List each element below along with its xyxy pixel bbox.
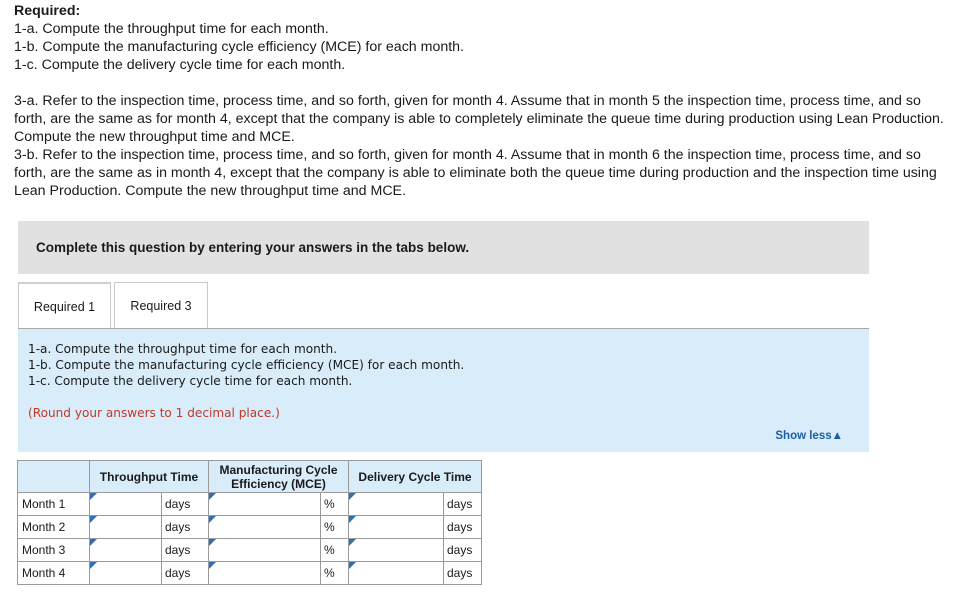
row-label-month-2: Month 2 <box>18 516 90 539</box>
mce-input-month-1[interactable] <box>209 493 321 516</box>
required-item-1a: 1-a. Compute the throughput time for each month. <box>14 21 329 37</box>
throughput-field-month-2[interactable] <box>90 516 161 538</box>
row-label-month-3: Month 3 <box>18 539 90 562</box>
panel-line-1a: 1-a. Compute the throughput time for each month. <box>28 342 338 356</box>
required-paragraph-3a: 3-a. Refer to the inspection time, process time, and so forth, given for month 4. Assume that in month 5 the inspection time, process time, and so forth, are the same as for month 4, except that the company is able to completely eliminate the queue time during production using Lean Production. Compute the new throughput time and MCE. <box>14 93 944 145</box>
required-paragraph-3b: 3-b. Refer to the inspection time, process time, and so forth, given for month 4. Assume that in month 6 the inspection time, process time, and so forth, are the same as in month 4, except that the company is able to eliminate both the queue time during production and the inspection time using Lean Production. Compute the new throughput time and MCE. <box>14 147 937 199</box>
unit-percent: % <box>321 539 349 562</box>
throughput-input-month-1[interactable] <box>90 493 162 516</box>
panel-instructions <box>28 341 464 421</box>
delivery-input-month-2[interactable] <box>349 516 444 539</box>
delivery-input-month-3[interactable] <box>349 539 444 562</box>
header-throughput-time: Throughput Time <box>90 461 209 493</box>
instruction-text: Complete this question by entering your answers in the tabs below. <box>36 240 470 255</box>
show-less-link[interactable]: Show less▲ <box>775 430 843 442</box>
unit-days: days <box>162 539 209 562</box>
table-corner <box>18 461 90 493</box>
table-row <box>18 516 482 539</box>
row-label-month-1: Month 1 <box>18 493 90 516</box>
unit-percent: % <box>321 516 349 539</box>
mce-input-month-3[interactable] <box>209 539 321 562</box>
table-header-row <box>18 461 482 493</box>
mce-input-month-4[interactable] <box>209 562 321 585</box>
table-row <box>18 562 482 585</box>
input-marker-icon <box>209 516 216 523</box>
delivery-field-month-3[interactable] <box>349 539 443 561</box>
unit-days: days <box>444 493 482 516</box>
delivery-field-month-1[interactable] <box>349 493 443 515</box>
required-item-1b: 1-b. Compute the manufacturing cycle efficiency (MCE) for each month. <box>14 39 464 55</box>
unit-days: days <box>162 516 209 539</box>
throughput-field-month-4[interactable] <box>90 562 161 584</box>
row-label-month-4: Month 4 <box>18 562 90 585</box>
input-marker-icon <box>90 493 97 500</box>
panel-line-1c: 1-c. Compute the delivery cycle time for each month. <box>28 374 353 388</box>
delivery-input-month-4[interactable] <box>349 562 444 585</box>
input-marker-icon <box>90 562 97 569</box>
mce-field-month-1[interactable] <box>209 493 320 515</box>
input-marker-icon <box>349 493 356 500</box>
delivery-input-month-1[interactable] <box>349 493 444 516</box>
input-marker-icon <box>209 493 216 500</box>
input-marker-icon <box>209 539 216 546</box>
panel-line-1b: 1-b. Compute the manufacturing cycle efficiency (MCE) for each month. <box>28 358 465 372</box>
input-marker-icon <box>90 516 97 523</box>
tab-content-panel <box>18 329 869 452</box>
table-row <box>18 493 482 516</box>
throughput-input-month-2[interactable] <box>90 516 162 539</box>
header-mce: Manufacturing Cycle Efficiency (MCE) <box>209 461 349 493</box>
input-marker-icon <box>90 539 97 546</box>
unit-days: days <box>444 562 482 585</box>
input-marker-icon <box>209 562 216 569</box>
unit-days: days <box>444 516 482 539</box>
mce-input-month-2[interactable] <box>209 516 321 539</box>
throughput-input-month-3[interactable] <box>90 539 162 562</box>
delivery-field-month-2[interactable] <box>349 516 443 538</box>
throughput-field-month-3[interactable] <box>90 539 161 561</box>
required-item-1c: 1-c. Compute the delivery cycle time for each month. <box>14 57 346 73</box>
answer-table <box>17 460 482 585</box>
delivery-field-month-4[interactable] <box>349 562 443 584</box>
tab-required-1[interactable]: Required 1 <box>18 282 111 329</box>
unit-days: days <box>162 562 209 585</box>
header-delivery-cycle-time: Delivery Cycle Time <box>349 461 482 493</box>
input-marker-icon <box>349 539 356 546</box>
unit-percent: % <box>321 562 349 585</box>
unit-percent: % <box>321 493 349 516</box>
tab-required-3[interactable]: Required 3 <box>114 282 208 329</box>
mce-field-month-2[interactable] <box>209 516 320 538</box>
input-marker-icon <box>349 562 356 569</box>
input-marker-icon <box>349 516 356 523</box>
round-note: (Round your answers to 1 decimal place.) <box>28 406 280 420</box>
unit-days: days <box>162 493 209 516</box>
requirements-text <box>14 2 944 200</box>
mce-field-month-3[interactable] <box>209 539 320 561</box>
table-row <box>18 539 482 562</box>
tab-bar <box>18 282 208 329</box>
throughput-field-month-1[interactable] <box>90 493 161 515</box>
instruction-bar <box>18 221 869 274</box>
mce-field-month-4[interactable] <box>209 562 320 584</box>
required-title: Required: <box>14 3 81 19</box>
unit-days: days <box>444 539 482 562</box>
throughput-input-month-4[interactable] <box>90 562 162 585</box>
